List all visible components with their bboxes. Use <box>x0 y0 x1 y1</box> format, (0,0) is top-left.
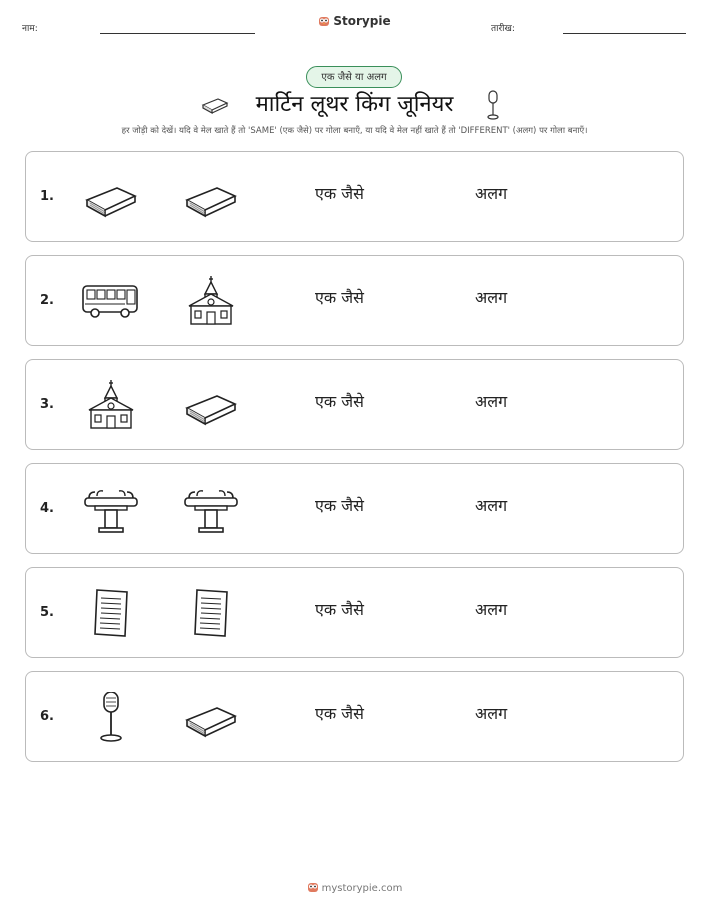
water-fountain-icon <box>181 484 241 534</box>
question-number: 3. <box>40 397 54 412</box>
church-icon <box>181 276 241 326</box>
date-line[interactable] <box>563 33 686 34</box>
different-option[interactable]: अलग <box>475 288 508 307</box>
same-option[interactable]: एक जैसे <box>315 600 364 619</box>
same-option[interactable]: एक जैसे <box>315 184 364 203</box>
same-option[interactable]: एक जैसे <box>315 392 364 411</box>
paper-icon <box>81 588 141 638</box>
water-fountain-icon <box>81 484 141 534</box>
brand-logo <box>0 14 709 28</box>
different-option[interactable]: अलग <box>475 496 508 515</box>
same-option[interactable]: एक जैसे <box>315 704 364 723</box>
name-line[interactable] <box>100 33 255 34</box>
owl-icon <box>307 881 319 893</box>
name-label: नाम: <box>22 24 38 34</box>
owl-icon <box>318 15 330 27</box>
same-option[interactable]: एक जैसे <box>315 496 364 515</box>
question-row <box>25 567 684 658</box>
different-option[interactable]: अलग <box>475 392 508 411</box>
bus-icon <box>81 276 141 326</box>
book-icon <box>81 172 141 222</box>
different-option[interactable]: अलग <box>475 600 508 619</box>
question-number: 6. <box>40 709 54 724</box>
same-option[interactable]: एक जैसे <box>315 288 364 307</box>
church-icon <box>81 380 141 430</box>
question-row <box>25 151 684 242</box>
question-number: 1. <box>40 189 54 204</box>
worksheet-type-badge: एक जैसे या अलग <box>306 66 402 88</box>
different-option[interactable]: अलग <box>475 704 508 723</box>
paper-icon <box>181 588 241 638</box>
different-option[interactable]: अलग <box>475 184 508 203</box>
microphone-icon <box>486 90 500 120</box>
instructions: हर जोड़ी को देखें। यदि वे मेल खाते हैं तो 'SAME' (एक जैसे) पर गोला बनाएँ, या यदि वे मेल नहीं खाते हैं तो 'DIFFERENT' (अलग) पर गोला बनाएँ। <box>121 126 588 136</box>
question-number: 4. <box>40 501 54 516</box>
question-number: 2. <box>40 293 54 308</box>
book-icon <box>181 692 241 742</box>
date-label: तारीख: <box>491 24 515 34</box>
microphone-icon <box>81 692 141 742</box>
question-row <box>25 463 684 554</box>
book-icon <box>181 380 241 430</box>
book-icon <box>181 172 241 222</box>
footer-url: mystorypie.com <box>321 883 403 894</box>
footer <box>0 881 709 894</box>
question-number: 5. <box>40 605 54 620</box>
brand-name: Storypie <box>333 14 391 28</box>
page-title: मार्टिन लूथर किंग जूनियर <box>255 92 454 117</box>
question-row <box>25 359 684 450</box>
question-row <box>25 255 684 346</box>
question-row <box>25 671 684 762</box>
